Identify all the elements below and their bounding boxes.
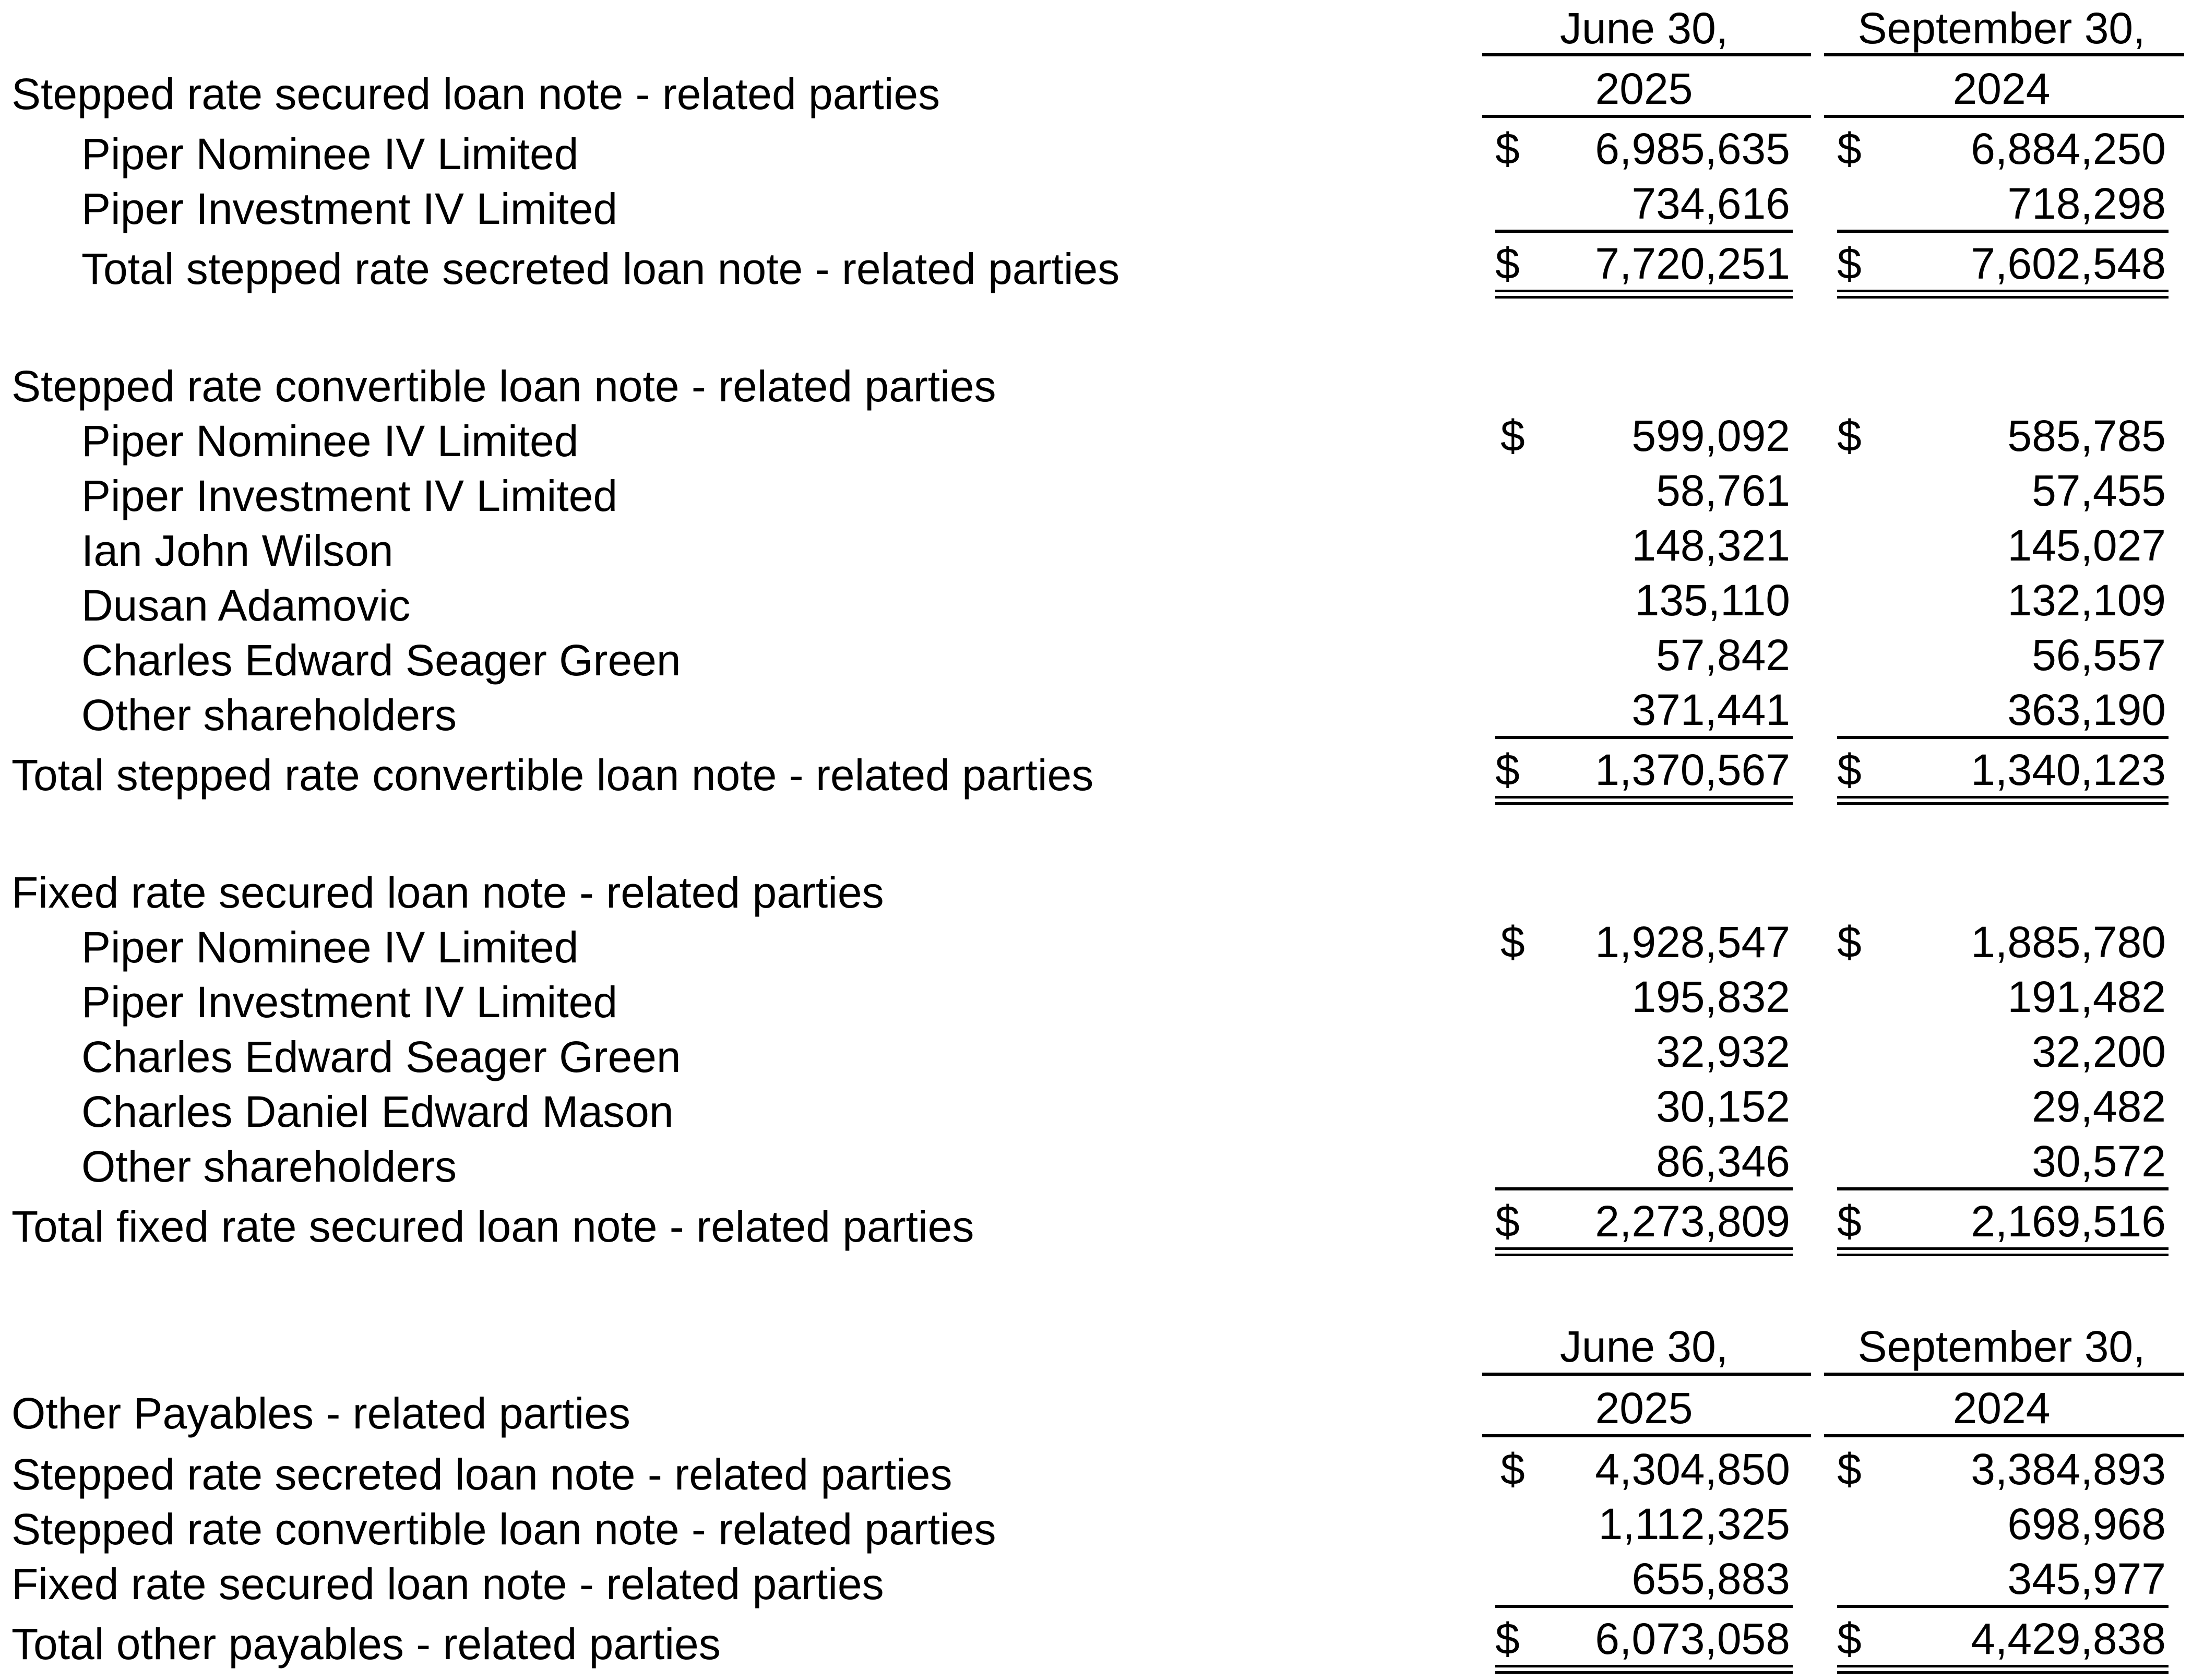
header-col2-line2: 2024 (1952, 64, 2051, 113)
value-cell: 132,109 (2007, 576, 2166, 625)
total-value: 1,340,123 (1971, 745, 2166, 794)
currency-symbol: $ (1837, 124, 1862, 173)
value-cell: 599,092 (1631, 411, 1790, 460)
total-double-rule (1837, 1665, 2169, 1674)
currency-symbol: $ (1500, 1445, 1525, 1494)
currency-symbol: $ (1837, 1445, 1862, 1494)
row-label: Stepped rate secreted loan note - related parties (11, 1450, 952, 1499)
row-label: Piper Investment IV Limited (81, 184, 618, 233)
value-cell: 1,928,547 (1595, 918, 1790, 967)
header-col2-line1: September 30, (1857, 1322, 2146, 1371)
header-rule (1824, 115, 2184, 118)
total-double-rule (1495, 290, 1793, 299)
value-cell: 363,190 (2007, 685, 2166, 734)
total-value: 1,370,567 (1595, 745, 1790, 794)
value-cell: 32,200 (2032, 1027, 2166, 1076)
row-label: Piper Nominee IV Limited (81, 129, 579, 178)
value-cell: 718,298 (2007, 179, 2166, 228)
subtotal-rule (1495, 1605, 1793, 1608)
header-rule (1482, 1434, 1811, 1437)
value-cell: 29,482 (2032, 1082, 2166, 1131)
row-label: Fixed rate secured loan note - related parties (11, 1559, 884, 1608)
total-label: Total stepped rate convertible loan note - related parties (11, 750, 1094, 800)
value-cell: 195,832 (1631, 972, 1790, 1021)
header-col2-line1: September 30, (1857, 4, 2146, 53)
header-rule (1482, 1373, 1811, 1376)
value-cell: 86,346 (1656, 1137, 1790, 1186)
total-double-rule (1837, 290, 2169, 299)
subtotal-rule (1837, 1605, 2169, 1608)
value-cell: 191,482 (2007, 972, 2166, 1021)
value-cell: 3,384,893 (1971, 1445, 2166, 1494)
section-title: Other Payables - related parties (11, 1389, 630, 1438)
value-cell: 371,441 (1631, 685, 1790, 734)
currency-symbol: $ (1837, 411, 1862, 460)
total-value: 7,720,251 (1595, 239, 1790, 288)
currency-symbol: $ (1837, 745, 1862, 794)
subtotal-rule (1837, 230, 2169, 233)
value-cell: 57,842 (1656, 630, 1790, 680)
row-label: Ian John Wilson (81, 526, 394, 575)
total-value: 7,602,548 (1971, 239, 2166, 288)
row-label: Piper Investment IV Limited (81, 978, 618, 1027)
total-double-rule (1837, 796, 2169, 805)
value-cell: 4,304,850 (1595, 1445, 1790, 1494)
value-cell: 56,557 (2032, 630, 2166, 680)
currency-symbol: $ (1837, 1197, 1862, 1246)
value-cell: 30,152 (1656, 1082, 1790, 1131)
value-cell: 6,884,250 (1971, 124, 2166, 173)
row-label: Other shareholders (81, 1142, 457, 1191)
header-col2-line2: 2024 (1952, 1384, 2051, 1433)
header-col1-line1: June 30, (1559, 1322, 1729, 1371)
row-label: Piper Investment IV Limited (81, 471, 618, 520)
total-value: 4,429,838 (1971, 1614, 2166, 1663)
currency-symbol: $ (1837, 1614, 1862, 1663)
currency-symbol: $ (1500, 411, 1525, 460)
total-value: 6,073,058 (1595, 1614, 1790, 1663)
value-cell: 698,968 (2007, 1499, 2166, 1548)
value-cell: 734,616 (1631, 179, 1790, 228)
currency-symbol: $ (1495, 1197, 1520, 1246)
total-double-rule (1495, 796, 1793, 805)
row-label: Dusan Adamovic (81, 581, 411, 630)
currency-symbol: $ (1495, 239, 1520, 288)
total-value: 2,273,809 (1595, 1197, 1790, 1246)
header-col1-line2: 2025 (1595, 1384, 1693, 1433)
value-cell: 57,455 (2032, 466, 2166, 515)
value-cell: 135,110 (1635, 576, 1790, 625)
subtotal-rule (1837, 1187, 2169, 1190)
row-label: Piper Nominee IV Limited (81, 416, 579, 466)
value-cell: 345,977 (2007, 1554, 2166, 1603)
value-cell: 585,785 (2007, 411, 2166, 460)
row-label: Charles Edward Seager Green (81, 1032, 681, 1081)
header-rule (1824, 53, 2184, 56)
currency-symbol: $ (1495, 1614, 1520, 1663)
value-cell: 6,985,635 (1595, 124, 1790, 173)
header-col1-line2: 2025 (1595, 64, 1693, 113)
currency-symbol: $ (1837, 918, 1862, 967)
value-cell: 58,761 (1656, 466, 1790, 515)
value-cell: 30,572 (2032, 1137, 2166, 1186)
row-label: Charles Daniel Edward Mason (81, 1087, 674, 1136)
subtotal-rule (1495, 1187, 1793, 1190)
total-double-rule (1837, 1247, 2169, 1256)
value-cell: 1,112,325 (1598, 1499, 1790, 1548)
row-label: Stepped rate convertible loan note - related parties (11, 1505, 996, 1554)
header-rule (1824, 1373, 2184, 1376)
total-double-rule (1495, 1247, 1793, 1256)
total-label: Total stepped rate secreted loan note - related parties (81, 244, 1120, 293)
total-label: Total fixed rate secured loan note - related parties (11, 1202, 974, 1251)
total-double-rule (1495, 1665, 1793, 1674)
total-label: Total other payables - related parties (11, 1619, 721, 1669)
currency-symbol: $ (1837, 239, 1862, 288)
total-value: 2,169,516 (1971, 1197, 2166, 1246)
header-rule (1482, 53, 1811, 56)
value-cell: 148,321 (1631, 521, 1790, 570)
section-title: Stepped rate convertible loan note - related parties (11, 362, 996, 411)
header-col1-line1: June 30, (1559, 4, 1729, 53)
value-cell: 32,932 (1656, 1027, 1790, 1076)
currency-symbol: $ (1495, 124, 1520, 173)
currency-symbol: $ (1495, 745, 1520, 794)
section-title: Stepped rate secured loan note - related parties (11, 69, 940, 118)
subtotal-rule (1495, 736, 1793, 739)
row-label: Piper Nominee IV Limited (81, 923, 579, 972)
subtotal-rule (1495, 230, 1793, 233)
value-cell: 145,027 (2007, 521, 2166, 570)
subtotal-rule (1837, 736, 2169, 739)
value-cell: 1,885,780 (1971, 918, 2166, 967)
header-rule (1824, 1434, 2184, 1437)
row-label: Charles Edward Seager Green (81, 636, 681, 685)
currency-symbol: $ (1500, 918, 1525, 967)
row-label: Other shareholders (81, 690, 457, 740)
section-title: Fixed rate secured loan note - related parties (11, 868, 884, 917)
header-rule (1482, 115, 1811, 118)
value-cell: 655,883 (1631, 1554, 1790, 1603)
